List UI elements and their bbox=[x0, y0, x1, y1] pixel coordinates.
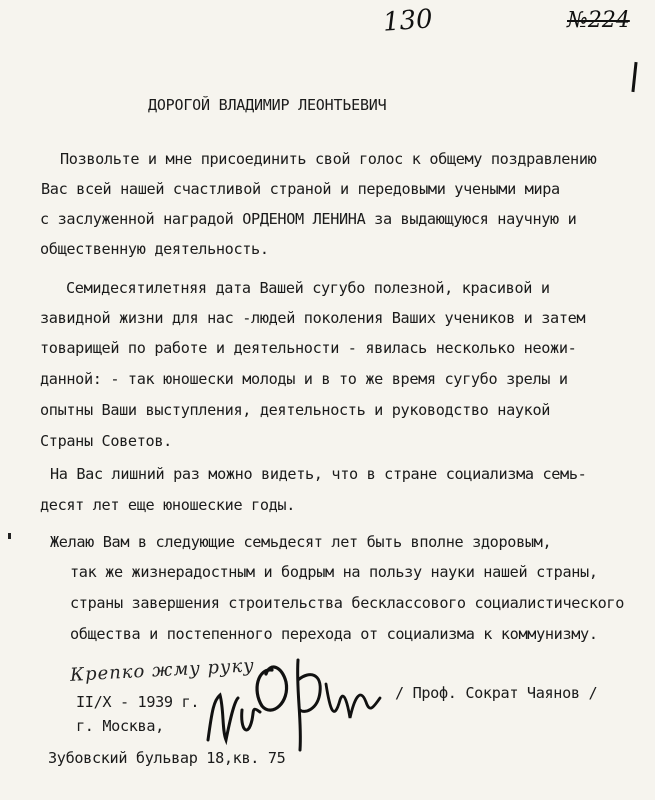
body-line-3: с заслуженной наградой ОРДЕНОМ ЛЕНИНА за выдающуюся научную и bbox=[40, 210, 577, 228]
letter-date: II/X - 1939 г. bbox=[76, 693, 200, 711]
margin-mark bbox=[631, 62, 637, 92]
body-line-1: Позвольте и мне присоединить свой голос к общему поздравлению bbox=[60, 150, 597, 168]
body-line-15: страны завершения строительства бесклассового социалистического bbox=[70, 594, 625, 612]
signature-icon bbox=[200, 640, 400, 760]
body-line-14: так же жизнерадостным и бодрым на пользу науки нашей страны, bbox=[70, 563, 598, 581]
body-line-10: Страны Советов. bbox=[40, 432, 172, 450]
body-line-4: общественную деятельность. bbox=[40, 240, 269, 258]
body-line-8: данной: - так юношески молоды и в то же время сугубо зрелы и bbox=[40, 370, 568, 388]
body-line-7: товарищей по работе и деятельности - явилась несколько неожи- bbox=[40, 339, 577, 357]
page-number: 130 bbox=[382, 4, 434, 38]
body-line-16: общества и постепенного перехода от социализма к коммунизму. bbox=[70, 625, 598, 643]
body-line-11: На Вас лишний раз можно видеть, что в стране социализма семь- bbox=[50, 465, 587, 483]
salutation: ДОРОГОЙ ВЛАДИМИР ЛЕОНТЬЕВИЧ bbox=[148, 96, 387, 114]
margin-dot bbox=[8, 533, 11, 539]
handwritten-greeting: Крепко жму руку bbox=[69, 655, 256, 686]
address: Зубовский бульвар 18,кв. 75 bbox=[48, 749, 286, 767]
body-line-5: Семидесятилетняя дата Вашей сугубо полезной, красивой и bbox=[66, 279, 550, 297]
body-line-9: опытны Ваши выступления, деятельность и руководство наукой bbox=[40, 401, 551, 419]
body-line-13: Желаю Вам в следующие семьдесят лет быть вполне здоровым, bbox=[50, 533, 552, 551]
city: г. Москва, bbox=[76, 717, 164, 735]
body-line-2: Вас всей нашей счастливой страной и передовыми учеными мира bbox=[41, 180, 560, 198]
body-line-12: десят лет еще юношеские годы. bbox=[40, 496, 296, 514]
signer-name: / Проф. Сократ Чаянов / bbox=[395, 684, 598, 702]
archive-number bbox=[567, 8, 630, 33]
archive-number-text: №224 bbox=[567, 8, 630, 33]
body-line-6: завидной жизни для нас -людей поколения Ваших учеников и затем bbox=[40, 309, 586, 327]
